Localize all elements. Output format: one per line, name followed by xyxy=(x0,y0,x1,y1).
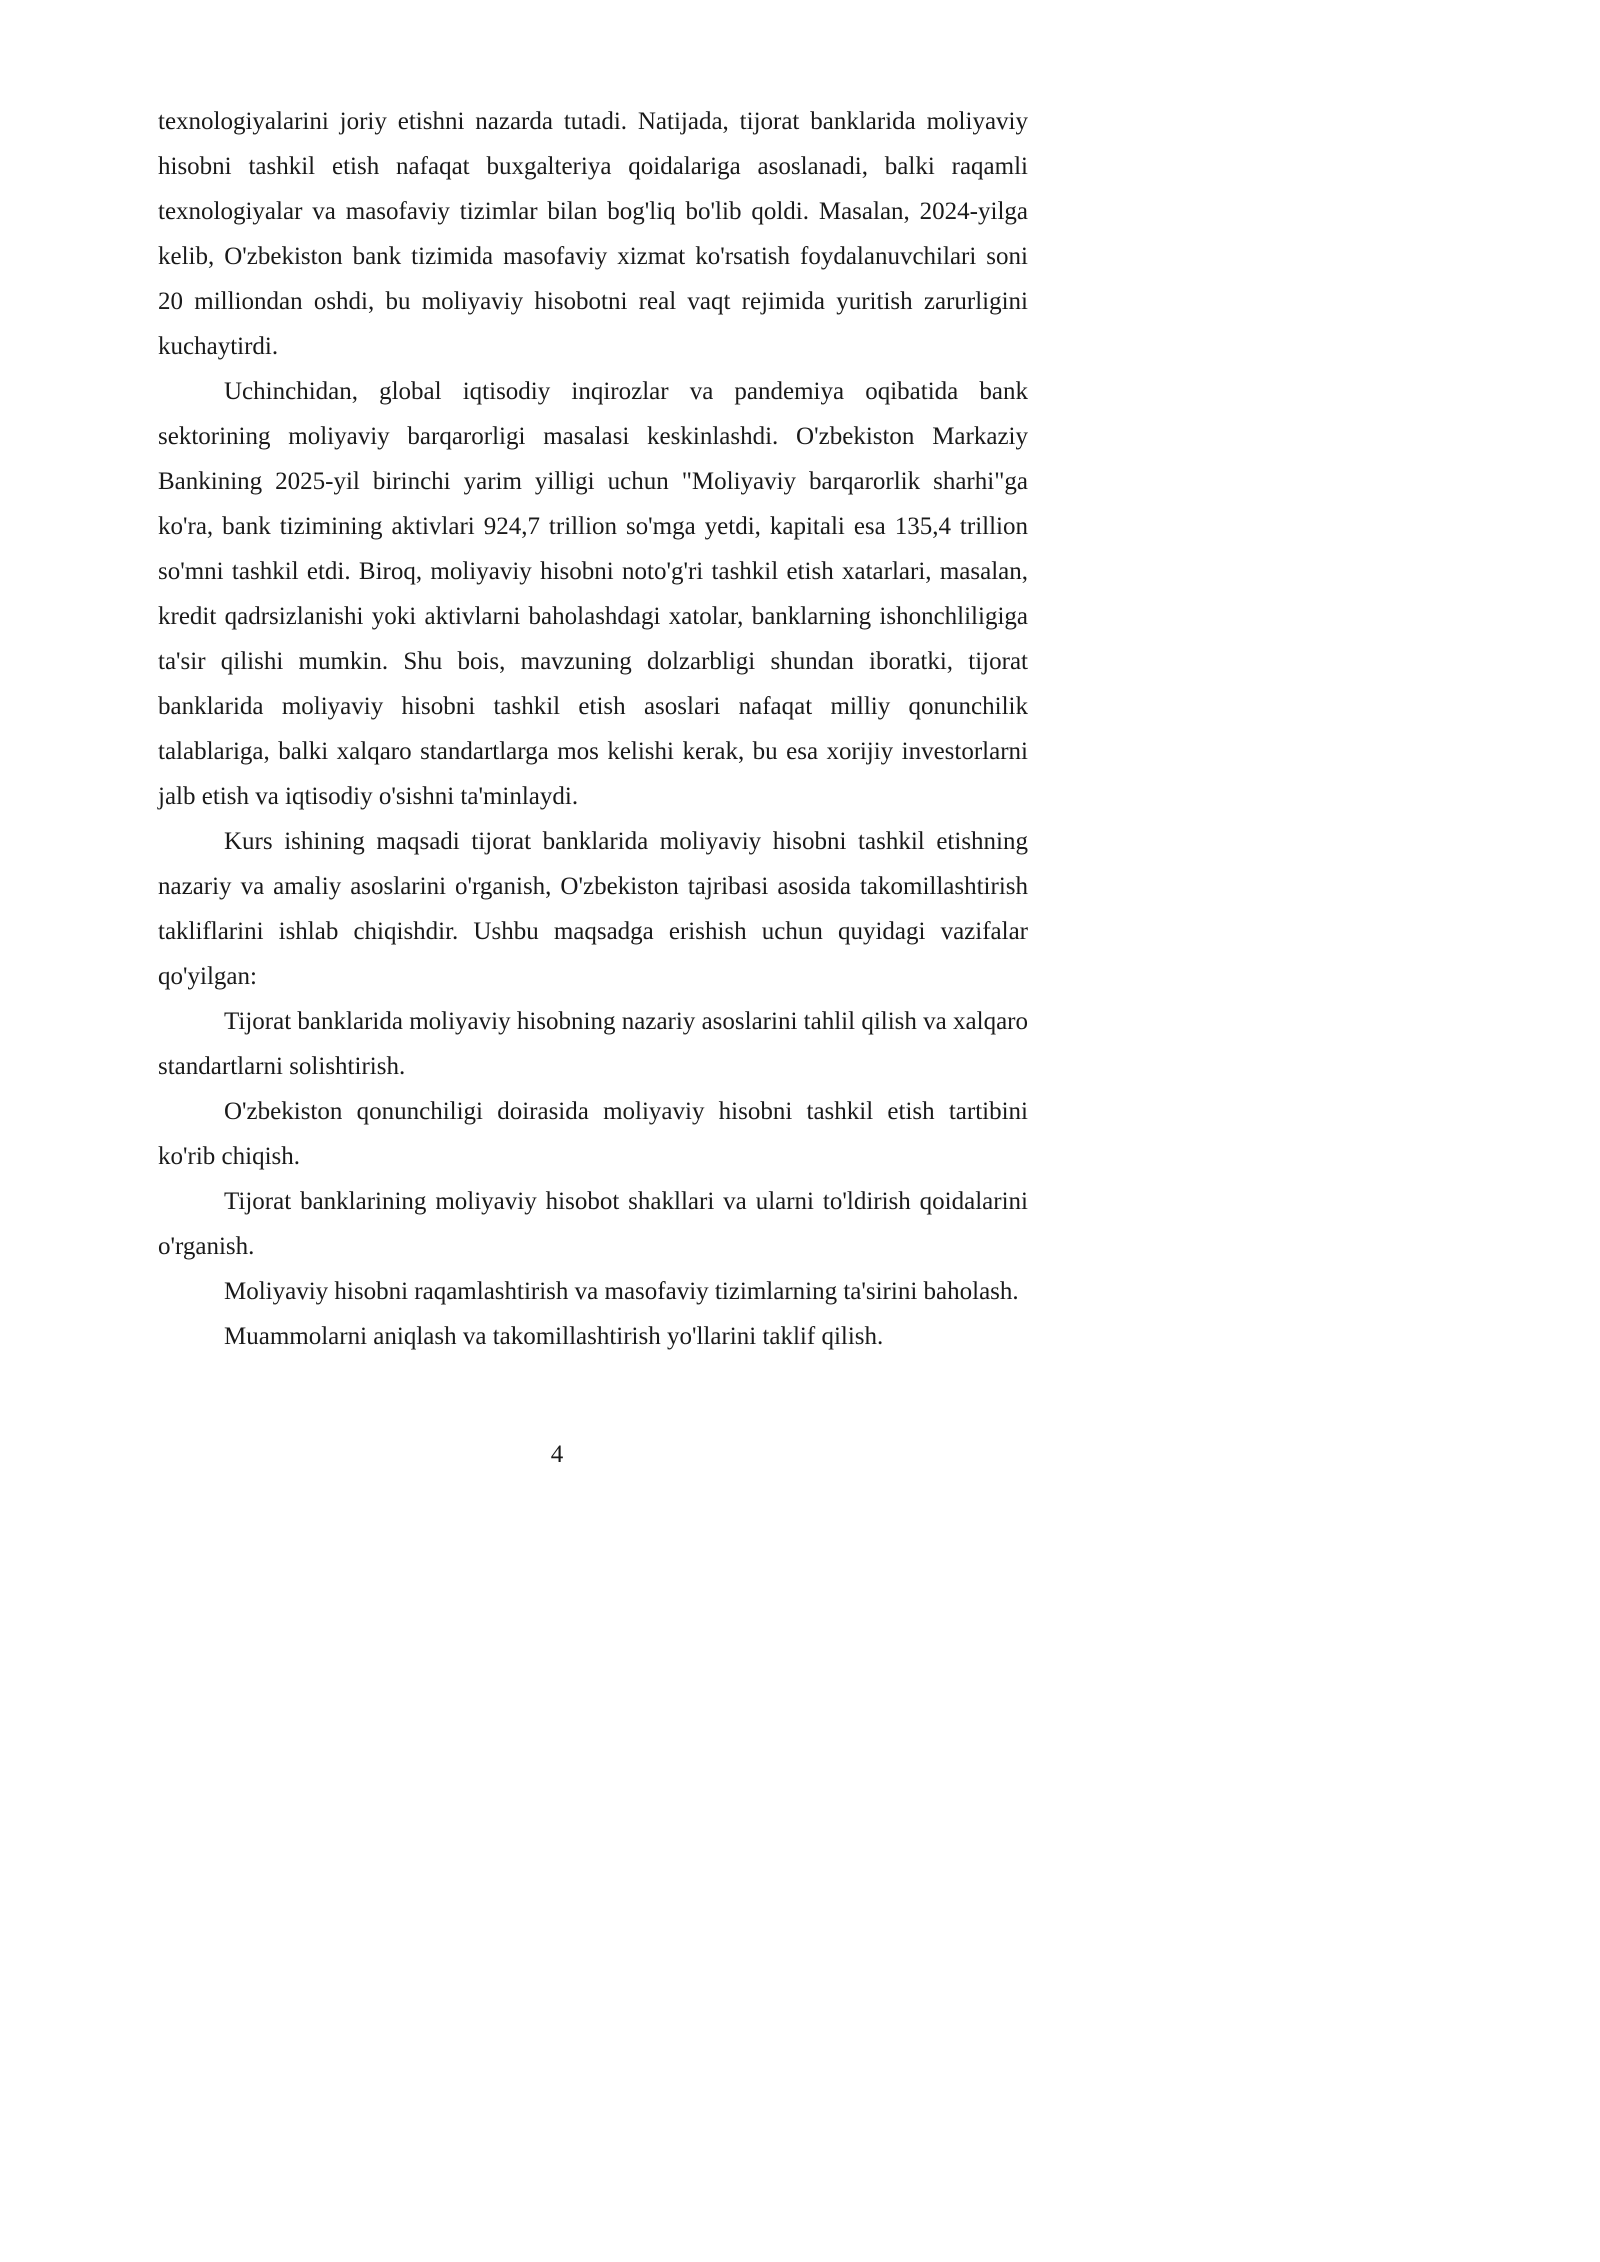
document-page xyxy=(0,0,1114,1568)
task-item-4: Moliyaviy hisobni raqamlashtirish va masofaviy tizimlarning ta'sirini baholash. xyxy=(224,1278,1019,1305)
paragraph-continuation: texnologiyalarini joriy etishni nazarda tutadi. Natijada, tijorat banklarida moliyaviy hisobni tashkil etish nafaqat buxgalteriya qoidalariga asoslanadi, balki raqamli texnologiyalar va masofaviy tizimlar bilan bog'liq bo'lib qoldi. Masalan, 2024-yilga kelib, O'zbekiston bank tizimida masofaviy xizmat ko'rsatish foydalanuvchilari soni 20 milliondan oshdi, bu moliyaviy hisobotni real vaqt rejimida yuritish zarurligini kuchaytirdi. xyxy=(158,108,1028,360)
task-item-2: O'zbekiston qonunchiligi doirasida moliyaviy hisobni tashkil etish tartibini ko'rib chiqish. xyxy=(158,1098,1028,1170)
paragraph-course-goal: Kurs ishining maqsadi tijorat banklarida moliyaviy hisobni tashkil etishning nazariy va amaliy asoslarini o'rganish, O'zbekiston tajribasi asosida takomillashtirish takliflarini ishlab chiqishdir. Ushbu maqsadga erishish uchun quyidagi vazifalar qo'yilgan: xyxy=(158,828,1028,990)
document-body xyxy=(158,99,1028,1359)
task-item-1: Tijorat banklarida moliyaviy hisobning nazariy asoslarini tahlil qilish va xalqaro standartlarni solishtirish. xyxy=(158,1008,1028,1080)
paragraph-financial-stability: Uchinchidan, global iqtisodiy inqirozlar va pandemiya oqibatida bank sektorining moliyaviy barqarorligi masalasi keskinlashdi. O'zbekiston Markaziy Bankining 2025-yil birinchi yarim yilligi uchun "Moliyaviy barqarorlik sharhi"ga ko'ra, bank tizimining aktivlari 924,7 trillion so'mga yetdi, kapitali esa 135,4 trillion so'mni tashkil etdi. Biroq, moliyaviy hisobni noto'g'ri tashkil etish xatarlari, masalan, kredit qadrsizlanishi yoki aktivlarni baholashdagi xatolar, banklarning ishonchliligiga ta'sir qilishi mumkin. Shu bois, mavzuning dolzarbligi shundan iboratki, tijorat banklarida moliyaviy hisobni tashkil etish asoslari nafaqat milliy qonunchilik talablariga, balki xalqaro standartlarga mos kelishi kerak, bu esa xorijiy investorlarni jalb etish va iqtisodiy o'sishni ta'minlaydi. xyxy=(158,378,1028,810)
task-item-3: Tijorat banklarining moliyaviy hisobot shakllari va ularni to'ldirish qoidalarini o'rganish. xyxy=(158,1188,1028,1260)
task-item-5: Muammolarni aniqlash va takomillashtirish yo'llarini taklif qilish. xyxy=(224,1323,884,1350)
page-number: 4 xyxy=(550,1441,564,1468)
